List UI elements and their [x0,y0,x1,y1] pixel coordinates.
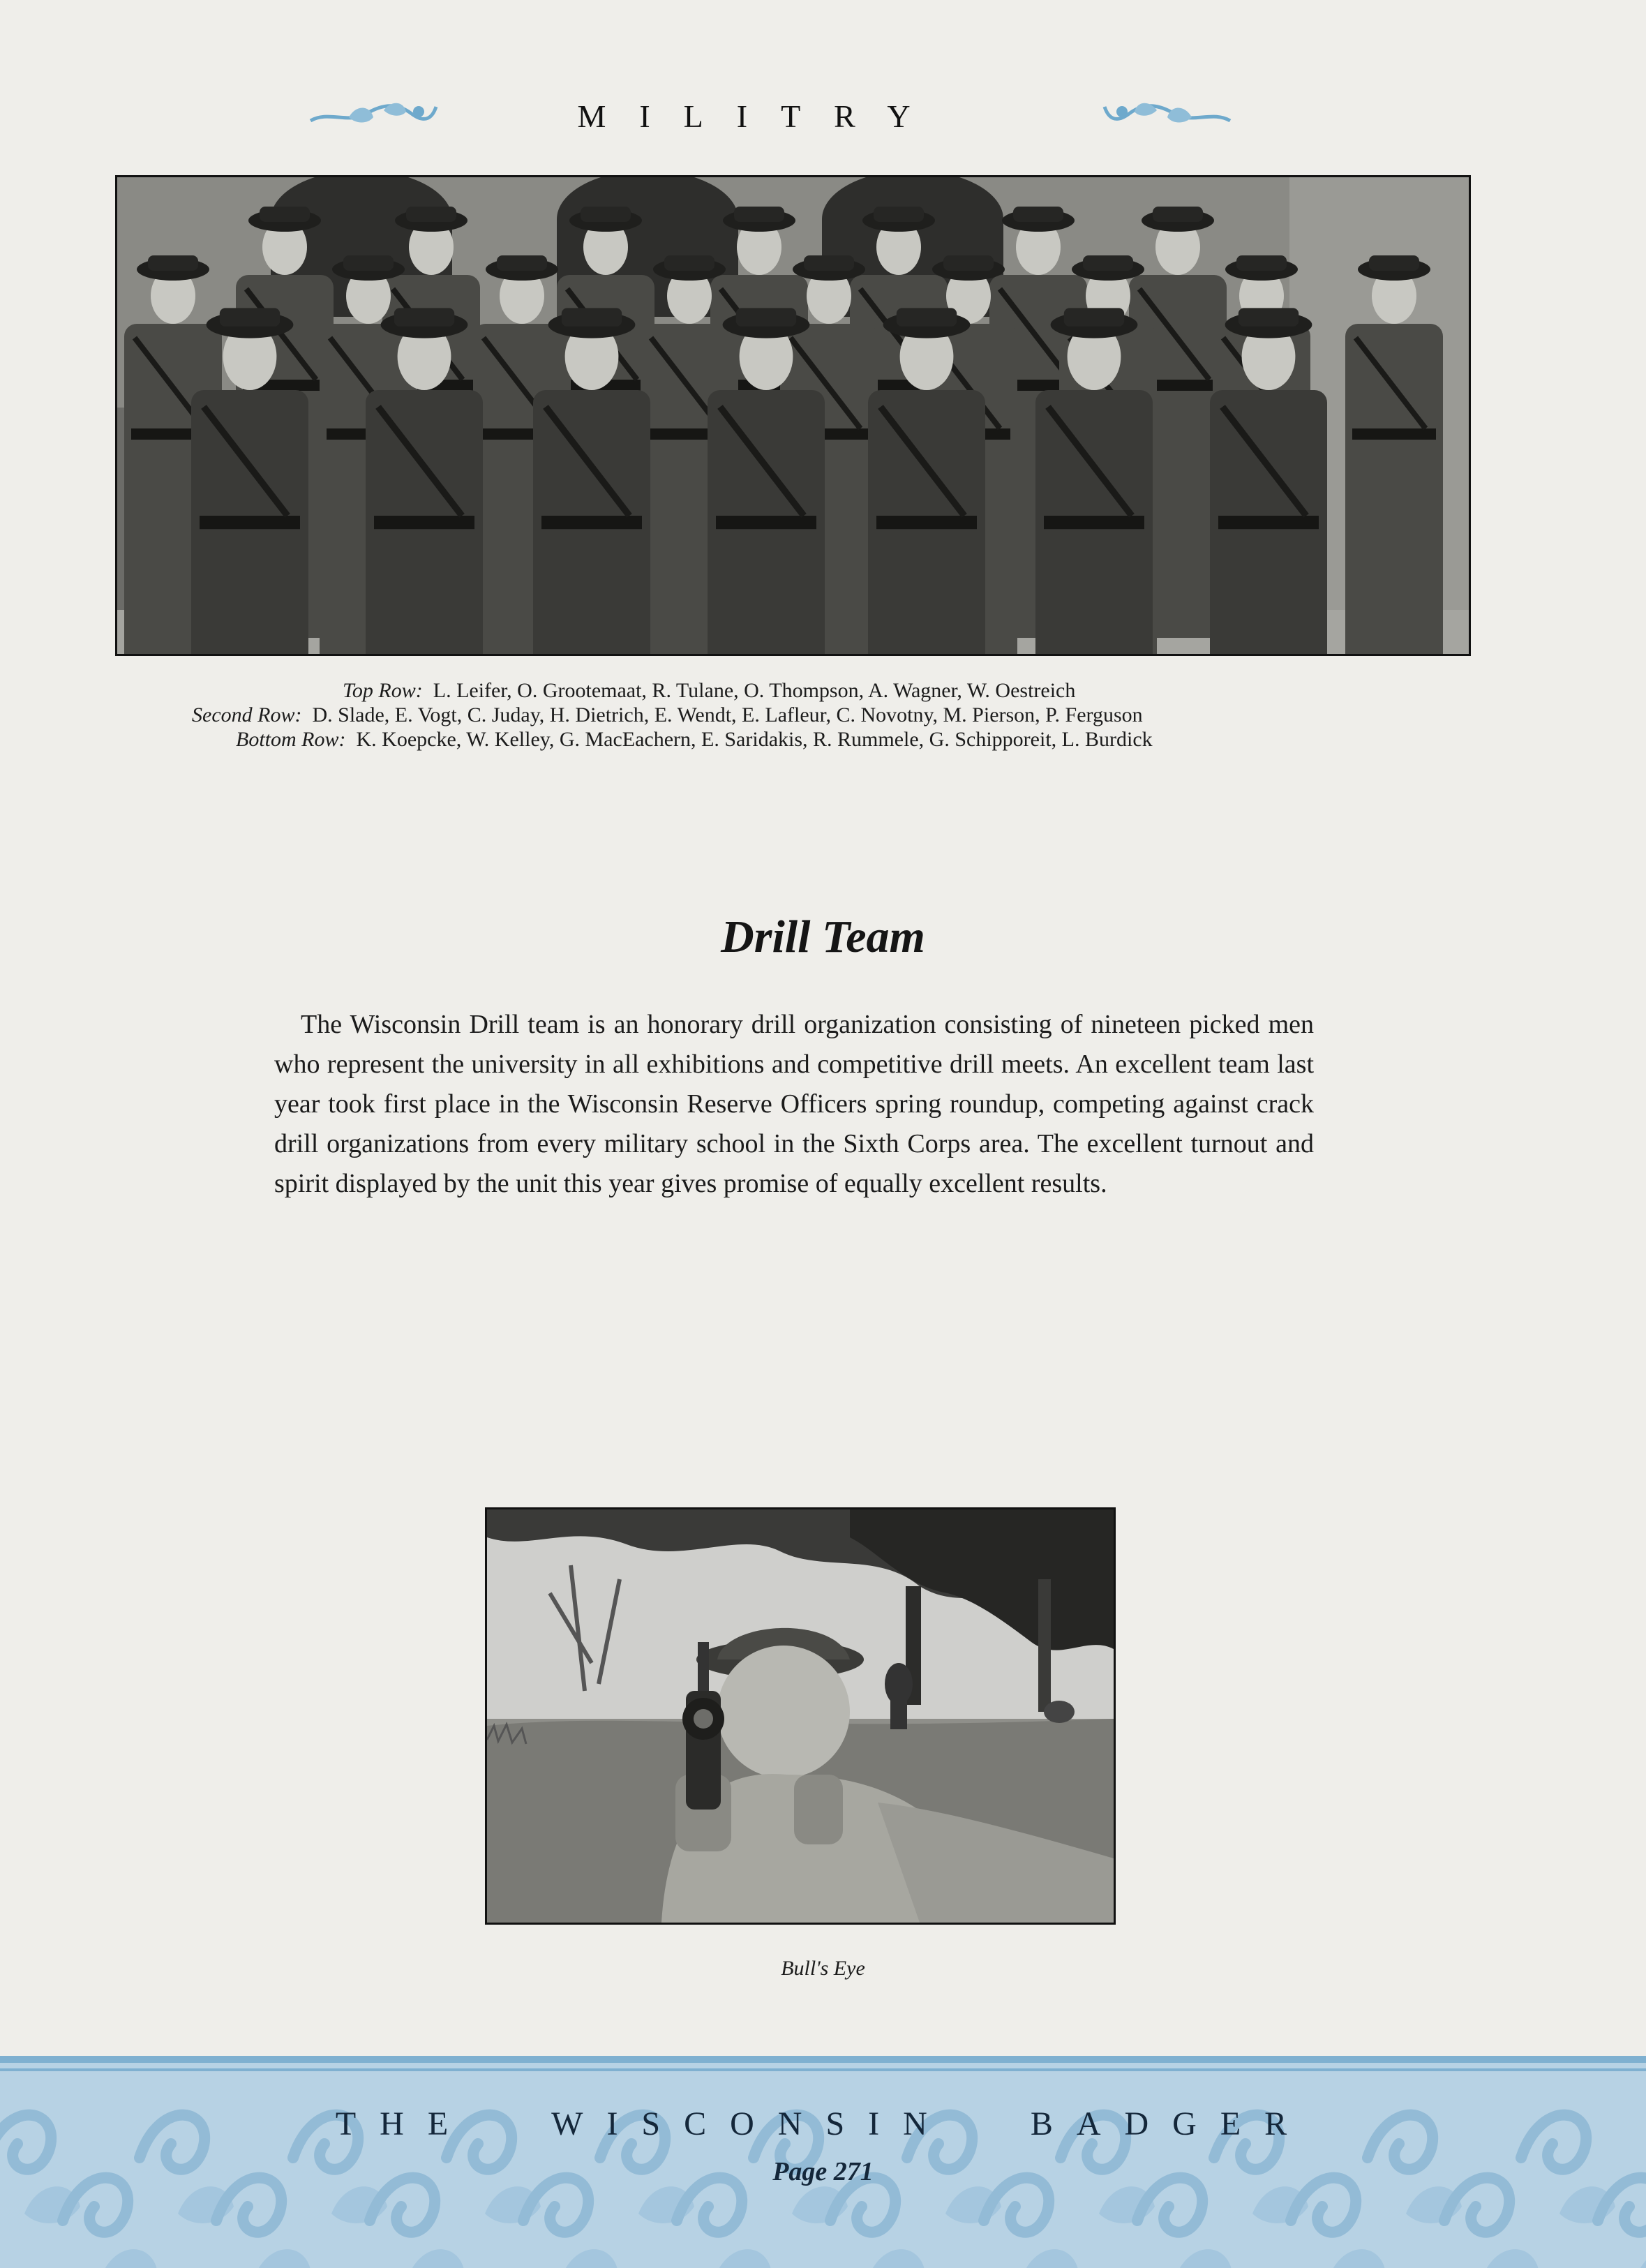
footer-rule [0,2068,1646,2071]
section-title: MILITRY [577,98,944,134]
article-title: Drill Team [721,911,925,962]
article-paragraph: The Wisconsin Drill team is an honorary drill organization consisting of nineteen picked men who represent the university in all exhibitions and competitive drill meets. An excellent team last year took first place in the Wisconsin Reserve Officers spring roundup, competing against crack drill organizations from every military school in the Sixth Corps area. The excellent turnout and spirit displayed by the unit this year gives promise of equally excellent results. [274,1010,1314,1198]
rifle-aiming-photo [485,1507,1116,1925]
yearbook-name: THE WISCONSIN BADGER [335,2105,1311,2142]
footer-rule [0,2056,1646,2063]
rifle-photo-caption: Bull's Eye [781,1957,865,1980]
caption-row-top: Top Row: L. Leifer, O. Grootemaat, R. Tulane, O. Thompson, A. Wagner, W. Oestreich [343,679,1076,702]
drill-team-photo [115,175,1471,656]
article-body [274,1005,1314,1204]
page-header [0,96,1646,138]
caption-row-second: Second Row: D. Slade, E. Vogt, C. Juday, H. Dietrich, E. Wendt, E. Lafleur, C. Novotny, M. Pierson, P. Ferguson [192,703,1143,726]
page-footer [0,2056,1646,2268]
left-ornament-icon [307,96,440,131]
right-ornament-icon [1101,96,1234,131]
caption-row-bottom: Bottom Row: K. Koepcke, W. Kelley, G. MacEachern, E. Saridakis, R. Rummele, G. Schipporeit, L. Burdick [236,728,1153,751]
page-number: Page 271 [772,2157,874,2186]
